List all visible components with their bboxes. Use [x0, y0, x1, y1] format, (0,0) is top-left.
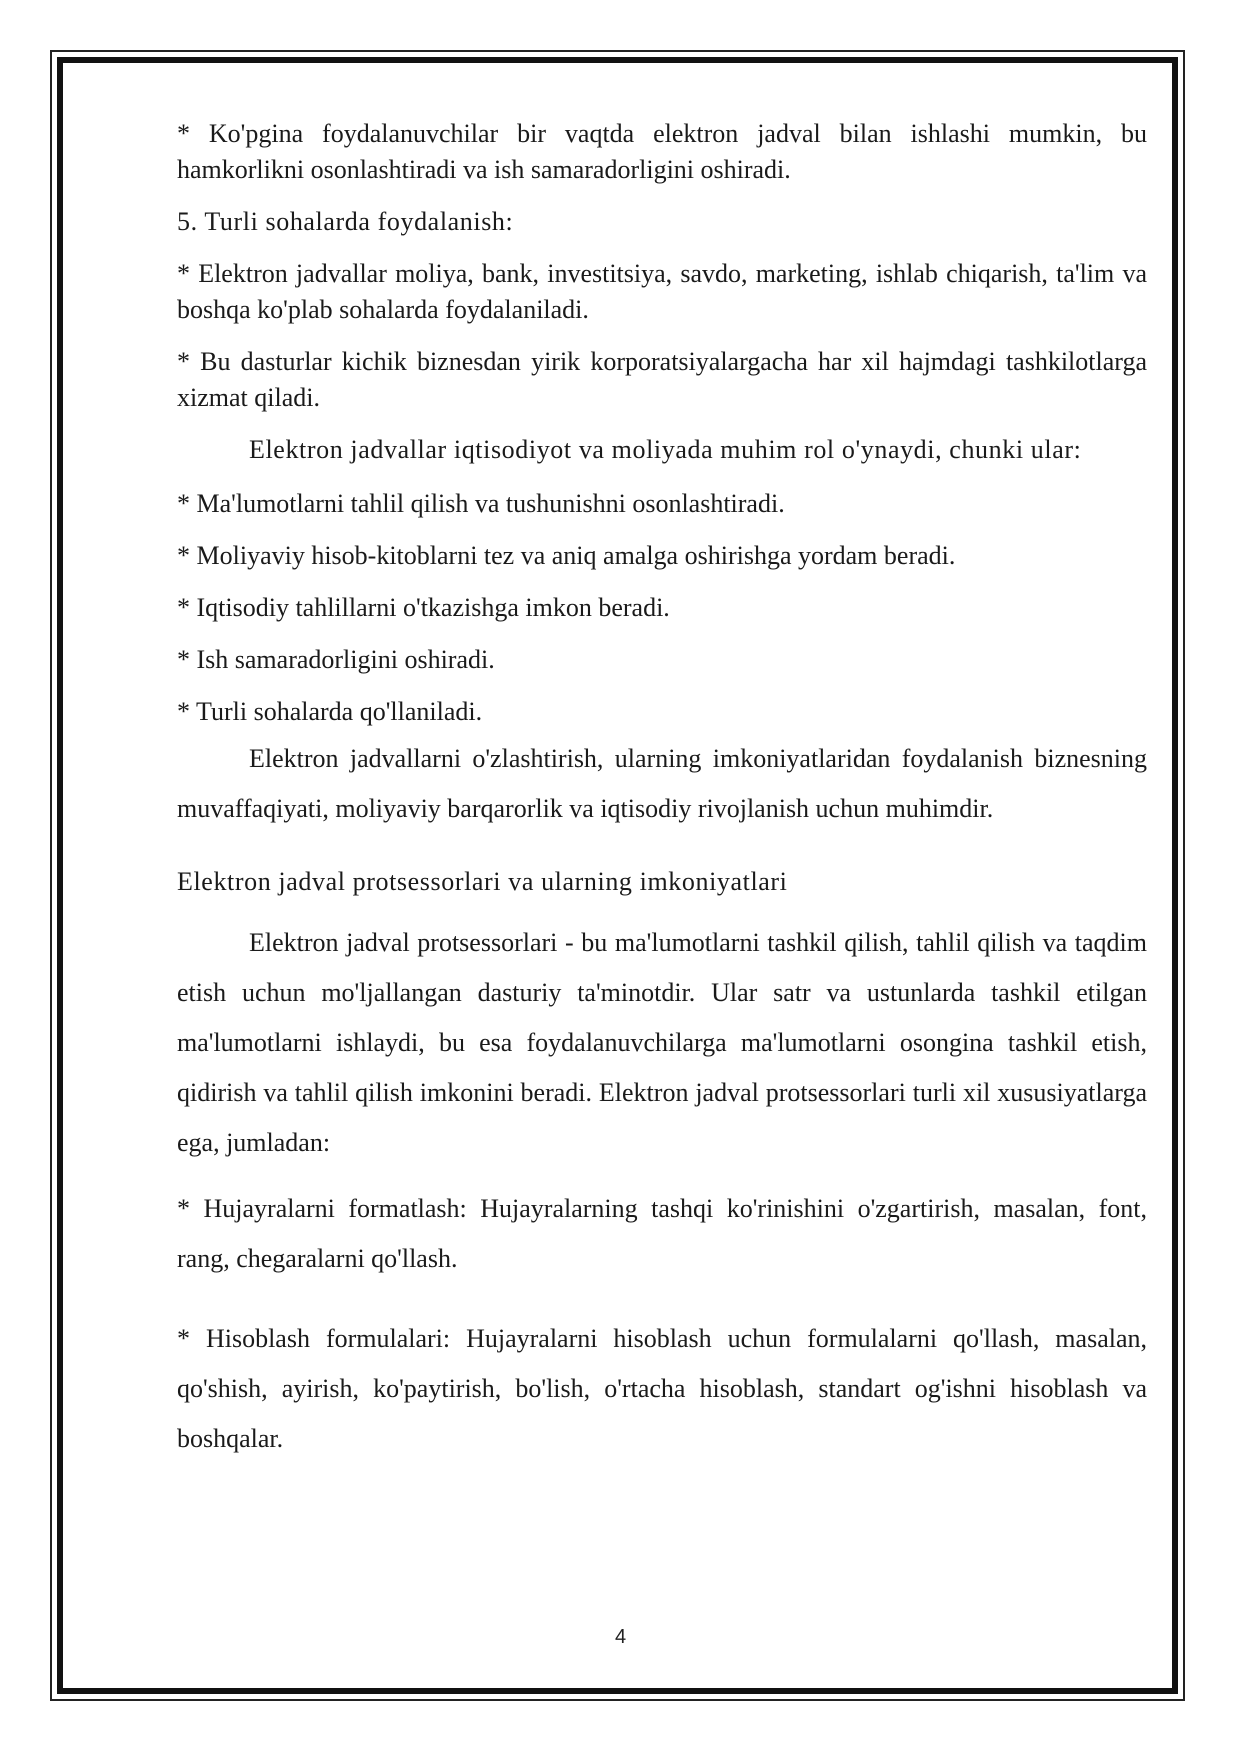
- paragraph-calculation-formulas: * Hisoblash formulalari: Hujayralarni hisoblash uchun formulalarni qo'llash, masalan, qo'shish, ayirish, ko'paytirish, bo'lish, o'rtacha hisoblash, standart og'ishni hisoblash va boshqalar.: [177, 1324, 1147, 1453]
- page-number: 4: [614, 1626, 627, 1648]
- paragraph-sectors-bullet: * Elektron jadvallar moliya, bank, investitsiya, savdo, marketing, ishlab chiqarish, ta'lim va boshqa ko'plab sohalarda foydalaniladi.: [177, 259, 1147, 324]
- page-content: [177, 116, 1147, 1464]
- list-item-economic-analysis: * Iqtisodiy tahlillarni o'tkazishga imkon beradi.: [177, 593, 670, 622]
- paragraph-organizations-bullet: * Bu dasturlar kichik biznesdan yirik korporatsiyalargacha har xil hajmdagi tashkilotlarga xizmat qiladi.: [177, 347, 1147, 412]
- paragraph-collaboration-bullet: * Ko'pgina foydalanuvchilar bir vaqtda elektron jadval bilan ishlashi mumkin, bu hamkorlikni osonlashtiradi va ish samaradorligini oshiradi.: [177, 119, 1147, 184]
- paragraph-cell-formatting: * Hujayralarni formatlash: Hujayralarning tashqi ko'rinishini o'zgartirish, masalan, font, rang, chegaralarni qo'llash.: [177, 1194, 1147, 1273]
- list-item-various-sectors: * Turli sohalarda qo'llaniladi.: [177, 697, 483, 726]
- paragraph-processors-definition: Elektron jadval protsessorlari - bu ma'lumotlarni tashkil qilish, tahlil qilish va taqdim etish uchun mo'ljallangan dasturiy ta'minotdir. Ular satr va ustunlarda tashkil etilgan ma'lumotlarni ishlaydi, bu esa foydalanuvchilarga ma'lumotlarni osongina tashkil etish, qidirish va tahlil qilish imkonini beradi. Elektron jadval protsessorlari turli xil xususiyatlarga ega, jumladan:: [177, 928, 1147, 1157]
- list-item-efficiency: * Ish samaradorligini oshiradi.: [177, 645, 495, 674]
- list-item-financial-calculations: * Moliyaviy hisob-kitoblarni tez va aniq amalga oshirishga yordam beradi.: [177, 541, 956, 570]
- paragraph-mastering-spreadsheets: Elektron jadvallarni o'zlashtirish, ularning imkoniyatlaridan foydalanish biznesning muvaffaqiyati, moliyaviy barqarorlik va iqtisodiy rivojlanish uchun muhimdir.: [177, 744, 1147, 823]
- list-item-data-analysis: * Ma'lumotlarni tahlil qilish va tushunishni osonlashtiradi.: [177, 489, 785, 518]
- section-heading-usage-areas: 5. Turli sohalarda foydalanish:: [177, 207, 514, 236]
- paragraph-economic-role: Elektron jadvallar iqtisodiyot va moliyada muhim rol o'ynaydi, chunki ular:: [249, 435, 1082, 464]
- section-heading-spreadsheet-processors: Elektron jadval protsessorlari va ularning imkoniyatlari: [177, 867, 788, 896]
